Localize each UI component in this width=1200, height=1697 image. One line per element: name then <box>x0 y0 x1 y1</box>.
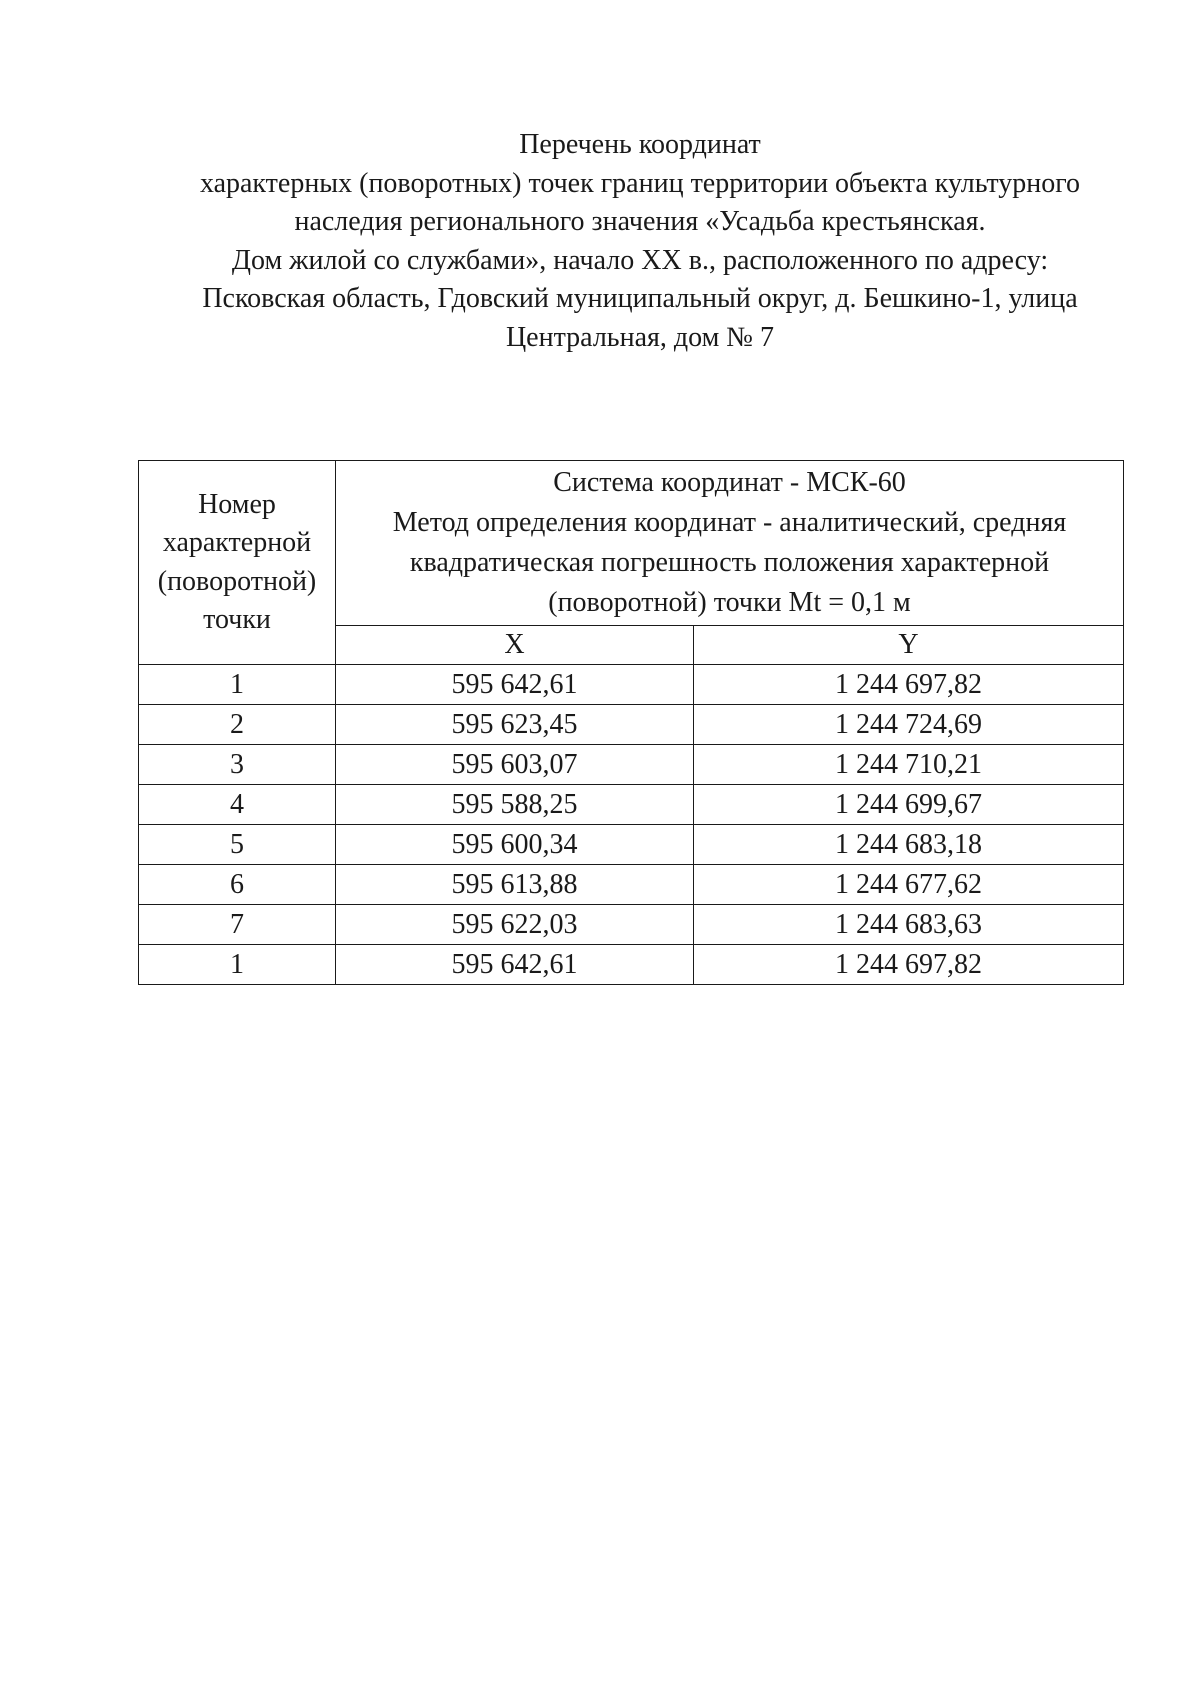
y-coordinate: 1 244 699,67 <box>694 785 1124 825</box>
table-row <box>139 865 1124 905</box>
table-header-row <box>139 461 1124 626</box>
table-row <box>139 905 1124 945</box>
x-coordinate: 595 613,88 <box>336 865 694 905</box>
point-header-line: характерной <box>162 527 312 558</box>
x-column-header: X <box>336 626 694 665</box>
table-row <box>139 785 1124 825</box>
y-coordinate: 1 244 697,82 <box>694 945 1124 985</box>
document-title <box>140 126 1140 357</box>
x-coordinate: 595 603,07 <box>336 745 694 785</box>
title-line: наследия регионального значения «Усадьба крестьянская. <box>294 206 986 237</box>
point-number: 2 <box>139 705 336 745</box>
y-coordinate: 1 244 683,63 <box>694 905 1124 945</box>
x-coordinate: 595 623,45 <box>336 705 694 745</box>
system-header-line: (поворотной) точки Mt = 0,1 м <box>548 587 911 618</box>
point-number: 3 <box>139 745 336 785</box>
title-line: характерных (поворотных) точек границ территории объекта культурного <box>199 167 1081 199</box>
y-column-header: Y <box>694 626 1124 665</box>
title-line: Дом жилой со службами», начало XX в., расположенного по адресу: <box>231 244 1049 276</box>
system-header-line: Система координат - МСК-60 <box>553 467 906 498</box>
x-coordinate: 595 622,03 <box>336 905 694 945</box>
x-coordinate: 595 600,34 <box>336 825 694 865</box>
y-coordinate: 1 244 724,69 <box>694 705 1124 745</box>
point-number: 4 <box>139 785 336 825</box>
point-number: 5 <box>139 825 336 865</box>
system-header-line: квадратическая погрешность положения характерной <box>409 547 1050 578</box>
point-number: 1 <box>139 945 336 985</box>
y-coordinate: 1 244 710,21 <box>694 745 1124 785</box>
point-header-line: Номер <box>198 488 276 520</box>
table-row <box>139 745 1124 785</box>
title-line: Псковская область, Гдовский муниципальный округ, д. Бешкино-1, улица <box>202 283 1078 314</box>
table-row <box>139 945 1124 985</box>
coordinate-system-header <box>336 461 1124 626</box>
x-coordinate: 595 588,25 <box>336 785 694 825</box>
system-header-line: Метод определения координат - аналитический, средняя <box>392 507 1067 538</box>
y-coordinate: 1 244 677,62 <box>694 865 1124 905</box>
x-coordinate: 595 642,61 <box>336 945 694 985</box>
title-line: Центральная, дом № 7 <box>505 321 775 353</box>
x-coordinate: 595 642,61 <box>336 665 694 705</box>
point-number: 1 <box>139 665 336 705</box>
table-row <box>139 665 1124 705</box>
coordinates-table <box>138 460 1124 985</box>
point-number: 6 <box>139 865 336 905</box>
title-line: Перечень координат <box>519 129 761 160</box>
point-header-line: (поворотной) <box>157 565 317 597</box>
point-header-line: точки <box>203 604 271 635</box>
y-coordinate: 1 244 697,82 <box>694 665 1124 705</box>
point-number: 7 <box>139 905 336 945</box>
table-row <box>139 705 1124 745</box>
table-row <box>139 825 1124 865</box>
y-coordinate: 1 244 683,18 <box>694 825 1124 865</box>
point-number-header <box>139 461 336 665</box>
